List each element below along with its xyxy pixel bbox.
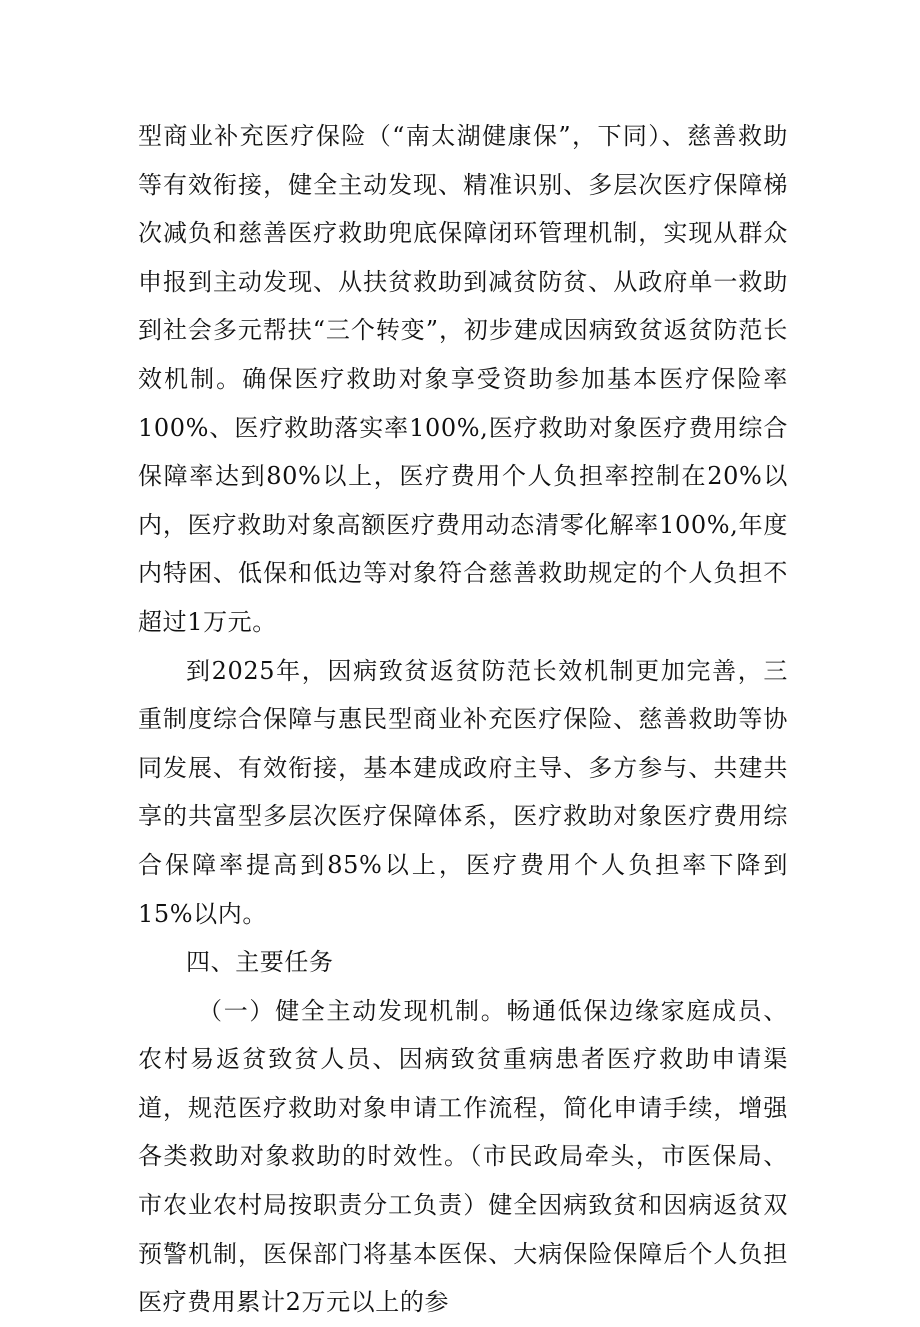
paragraph-2025-targets: 到2025年，因病致贫返贫防范长效机制更加完善，三重制度综合保障与惠民型商业补充医疗保险、慈善救助等协同发展、有效衔接，基本建成政府主导、多方参与、共建共享的共富型多层次医疗保障体系，医疗救助对象医疗费用综合保障率提高到85%以上，医疗费用个人负担率下降到15%以内。 bbox=[138, 656, 788, 928]
paragraph-continued-goals: 型商业补充医疗保险（“南太湖健康保”，下同）、慈善救助等有效衔接，健全主动发现、精准识别、多层次医疗保障梯次减负和慈善医疗救助兜底保障闭环管理机制，实现从群众申报到主动发现、从扶贫救助到减贫防贫、从政府单一救助到社会多元帮扶“三个转变”，初步建成因病致贫返贫防范长效机制。确保医疗救助对象享受资助参加基本医疗保险率100%、医疗救助落实率100%,医疗救助对象医疗费用综合保障率达到80%以上，医疗费用个人负担率控制在20%以内，医疗救助对象高额医疗费用动态清零化解率100%,年度内特困、低保和低边等对象符合慈善救助规定的个人负担不超过1万元。 bbox=[138, 122, 788, 636]
document-body bbox=[138, 112, 788, 1327]
paragraph-active-discovery: （一）健全主动发现机制。畅通低保边缘家庭成员、农村易返贫致贫人员、因病致贫重病患者医疗救助申请渠道，规范医疗救助对象申请工作流程，简化申请手续，增强各类救助对象救助的时效性。（市民政局牵头，市医保局、市农业农村局按职责分工负责）健全因病致贫和因病返贫双预警机制，医保部门将基本医保、大病保险保障后个人负担医疗费用累计2万元以上的参 bbox=[138, 996, 788, 1317]
section-heading-main-tasks: 四、主要任务 bbox=[186, 948, 334, 977]
